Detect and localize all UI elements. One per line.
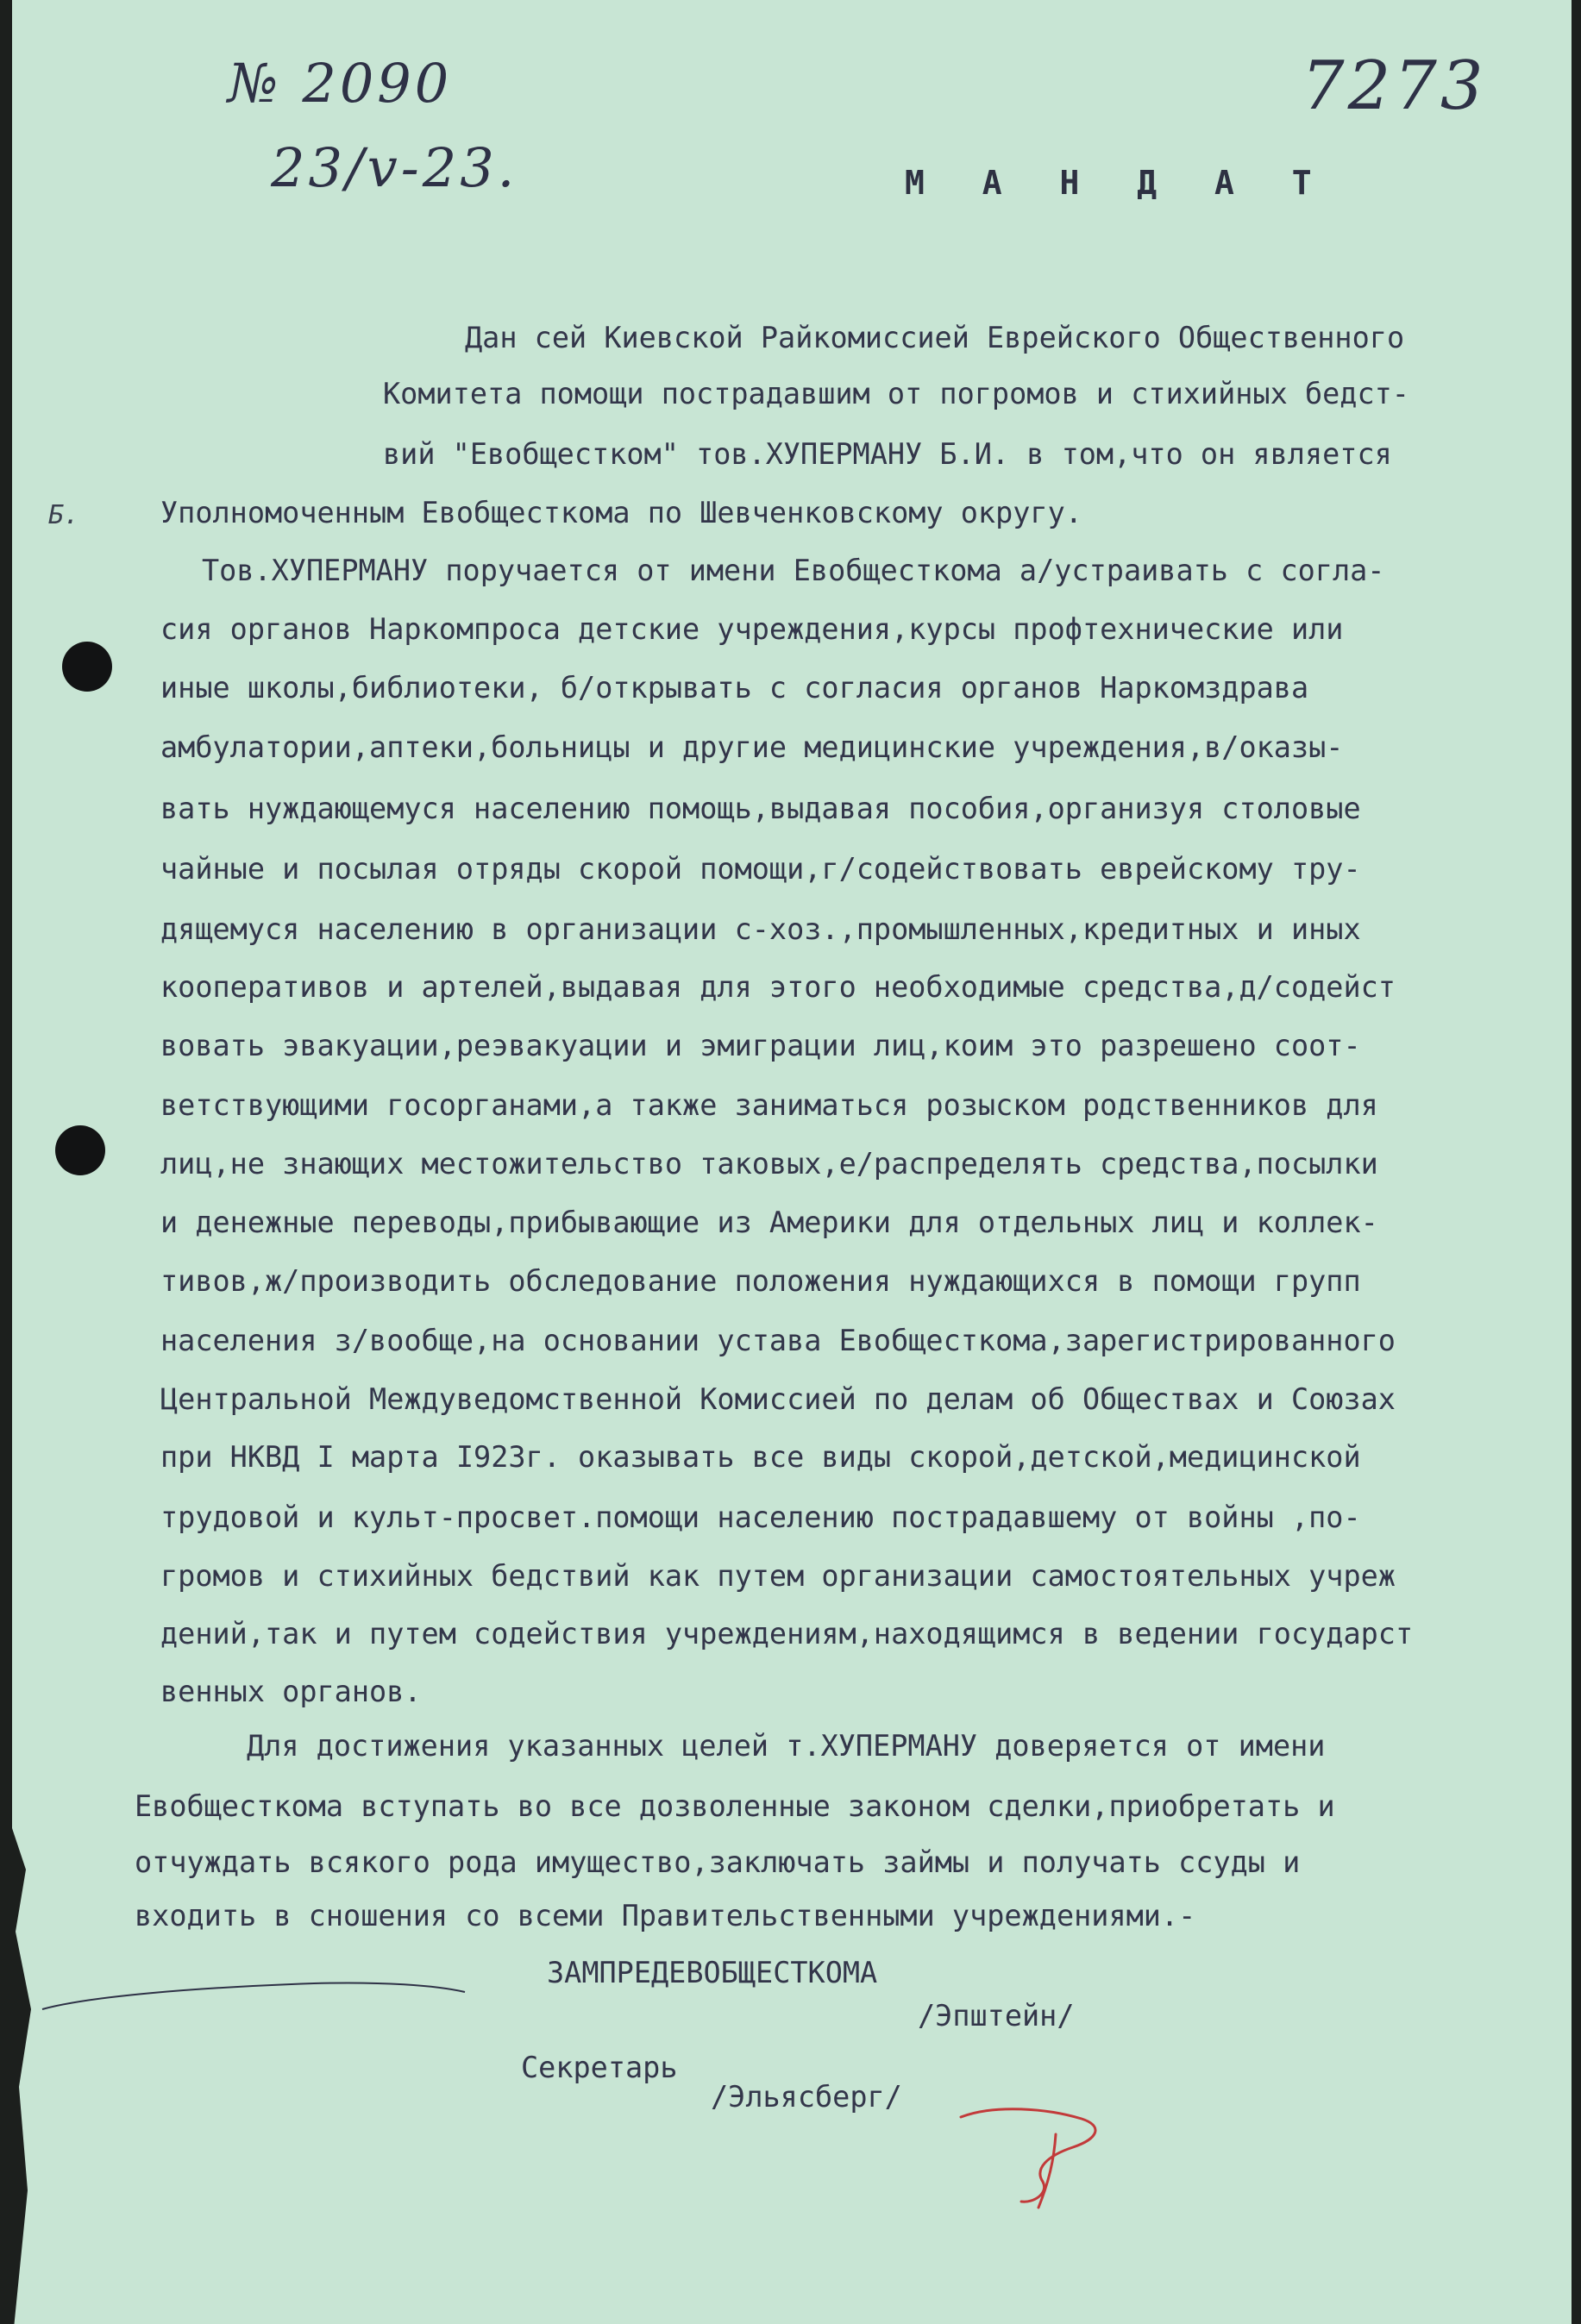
text-line: при НКВД I марта I923г. оказывать все виды скорой,детской,медицинской (160, 1440, 1361, 1474)
red-signature (952, 2100, 1116, 2212)
secretary-name: /Эльясберг/ (711, 2080, 902, 2114)
registration-date: 23/v-23. (271, 136, 518, 199)
text-line: вать нуждающемуся населению помощь,выдавая пособия,организуя столовые (160, 792, 1361, 825)
deputy-chair-name: /Эпштейн/ (918, 1999, 1075, 2033)
text-line: Уполномоченным Евобщесткома по Шевченковскому округу. (160, 496, 1082, 529)
margin-mark: Б. (48, 500, 80, 530)
text-line: венных органов. (160, 1675, 422, 1708)
punch-hole (62, 642, 112, 692)
text-line: Для достижения указанных целей т.ХУПЕРМАНУ доверяется от имени (247, 1729, 1326, 1763)
text-line: громов и стихийных бедствий как путем организации самостоятельных учреж (160, 1559, 1396, 1593)
text-line: дящемуся населению в организации с-хоз.,промышленных,кредитных и иных (160, 912, 1361, 946)
text-line: и денежные переводы,прибывающие из Америки для отдельных лиц и коллек- (160, 1206, 1378, 1239)
text-line: отчуждать всякого рода имущество,заключать займы и получать ссуды и (135, 1845, 1301, 1879)
deputy-chair-title: ЗАМПРЕДЕВОБЩЕСТКОМА (547, 1956, 878, 1989)
text-line: сия органов Наркомпроса детские учреждения,курсы профтехнические или (160, 612, 1344, 646)
text-line: входить в сношения со всеми Правительственными учреждениями.- (135, 1899, 1196, 1932)
archive-number: 7273 (1302, 47, 1487, 125)
document-page (12, 0, 1572, 2324)
text-line: чайные и посылая отряды скорой помощи,г/содействовать еврейскому тру- (160, 852, 1361, 886)
punch-hole (55, 1125, 105, 1175)
pen-underline (38, 1975, 469, 2044)
text-line: Дан сей Киевской Райкомиссией Еврейского Общественного (465, 321, 1405, 354)
text-line: Комитета помощи пострадавшим от погромов и стихийных бедст- (383, 377, 1409, 410)
text-line: тивов,ж/производить обследование положения нуждающихся в помощи групп (160, 1264, 1361, 1298)
text-line: ветствующими госорганами,а также заниматься розыском родственников для (160, 1088, 1378, 1122)
text-line: дений,так и путем содействия учреждениям,находящимся в ведении государст (160, 1617, 1414, 1651)
text-line: лиц,не знающих местожительство таковых,е/распределять средства,посылки (160, 1147, 1378, 1181)
text-line: кооперативов и артелей,выдавая для этого необходимые средства,д/содейст (160, 970, 1396, 1004)
text-line: амбулатории,аптеки,больницы и другие медицинские учреждения,в/оказы- (160, 730, 1344, 764)
text-line: вий "Евобщестком" тов.ХУПЕРМАНУ Б.И. в том,что он является (383, 437, 1392, 471)
text-line: вовать эвакуации,реэвакуации и эмиграции лиц,коим это разрешено соот- (160, 1029, 1361, 1062)
text-line: Евобщесткома вступать во все дозволенные законом сделки,приобретать и (135, 1789, 1335, 1823)
text-line: Центральной Междуведомственной Комиссией по делам об Обществах и Союзах (160, 1382, 1396, 1416)
text-line: населения з/вообще,на основании устава Евобщесткома,зарегистрированного (160, 1324, 1396, 1357)
registration-number: № 2090 (228, 52, 453, 115)
text-line: трудовой и культ-просвет.помощи населению пострадавшему от войны ,по- (160, 1500, 1361, 1534)
text-line: иные школы,библиотеки, б/открывать с согласия органов Наркомздрава (160, 671, 1309, 705)
secretary-title: Секретарь (521, 2051, 678, 2084)
text-line: Тов.ХУПЕРМАНУ поручается от имени Евобщесткома а/устраивать с согла- (202, 554, 1385, 587)
document-title: М А Н Д А Т (905, 164, 1331, 202)
torn-edge (12, 1828, 47, 2324)
